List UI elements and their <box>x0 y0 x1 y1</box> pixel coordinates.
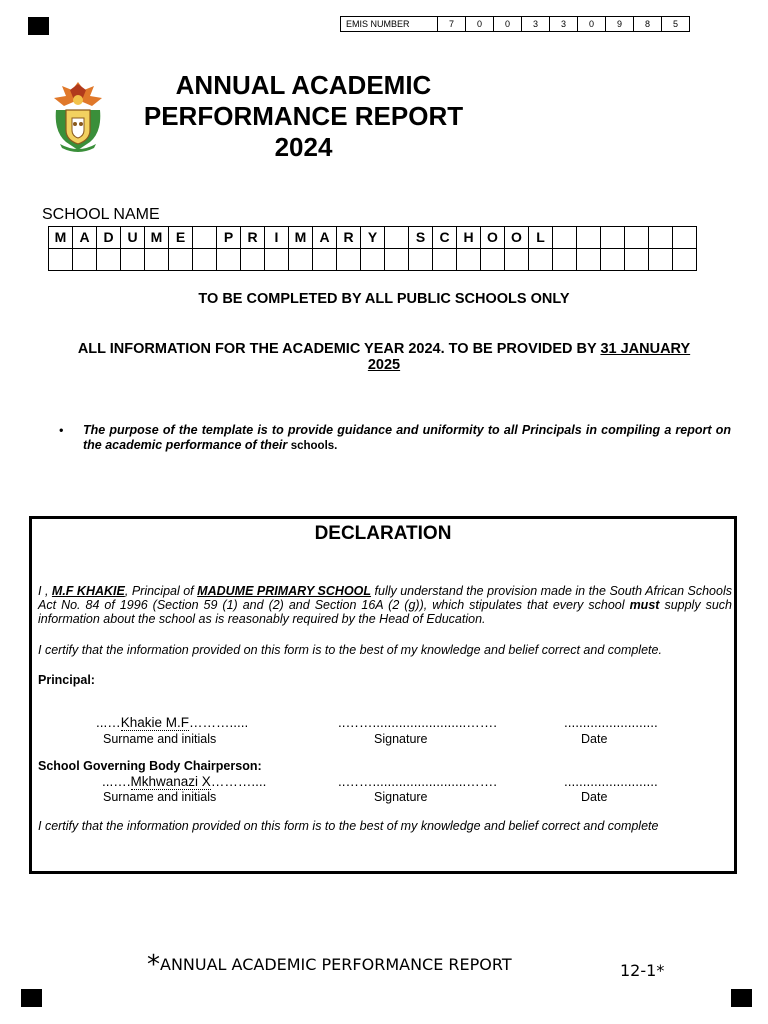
school-name-cell[interactable] <box>481 249 505 271</box>
declaration-box <box>29 516 737 874</box>
school-name-cell[interactable] <box>553 249 577 271</box>
title-line-3: 2024 <box>274 132 333 162</box>
emis-digit: 0 <box>578 17 606 32</box>
emis-digit: 9 <box>606 17 634 32</box>
school-name-cell[interactable] <box>625 227 649 249</box>
purpose-main: The purpose of the template is to provide guidance and uniformity to all Principals in compiling a report on the academic performance of their <box>83 423 731 452</box>
emis-digit: 3 <box>522 17 550 32</box>
school-name-cell[interactable]: S <box>409 227 433 249</box>
declaration-title: DECLARATION <box>314 523 452 544</box>
school-name-cell[interactable] <box>265 249 289 271</box>
sgb-date-caption: Date <box>581 790 608 804</box>
school-name-cell[interactable] <box>649 227 673 249</box>
must-emphasis: must <box>629 598 660 612</box>
deadline-year: 2025 <box>367 357 401 373</box>
principal-label: Principal: <box>38 673 95 687</box>
footer-star: * <box>147 950 160 980</box>
deadline-date: 31 JANUARY <box>600 341 691 357</box>
school-name-cell[interactable] <box>601 227 625 249</box>
school-name-row-2 <box>49 249 697 271</box>
school-name-cell[interactable]: O <box>481 227 505 249</box>
emis-digit: 3 <box>550 17 578 32</box>
emis-digit: 5 <box>662 17 690 32</box>
info-text: ALL INFORMATION FOR THE ACADEMIC YEAR 2024. TO BE PROVIDED BY <box>77 341 597 357</box>
school-name-cell[interactable]: U <box>121 227 145 249</box>
emis-digit: 8 <box>634 17 662 32</box>
sgb-surname-value: Mkhwanazi X <box>130 774 211 789</box>
school-name-cell[interactable] <box>289 249 313 271</box>
school-name-cell[interactable]: C <box>433 227 457 249</box>
school-name-cell[interactable] <box>121 249 145 271</box>
school-name-cell[interactable] <box>97 249 121 271</box>
principal-signature-field[interactable]: ..…….........................……. <box>338 715 498 730</box>
principal-date-field[interactable]: ......................... <box>564 715 658 730</box>
school-name-cell[interactable] <box>673 249 697 271</box>
school-name-cell[interactable]: A <box>73 227 97 249</box>
school-name-cell[interactable]: D <box>97 227 121 249</box>
principal-signature-caption: Signature <box>374 732 428 746</box>
school-name-cell[interactable] <box>145 249 169 271</box>
certify-statement-2: I certify that the information provided on this form is to the best of my knowledge and belief correct and complete <box>38 819 659 833</box>
school-name-cell[interactable] <box>529 249 553 271</box>
academic-year-info <box>40 341 728 373</box>
school-name-cell[interactable] <box>433 249 457 271</box>
school-name-cell[interactable] <box>577 227 601 249</box>
sgb-surname-caption: Surname and initials <box>103 790 217 804</box>
principal-surname-field[interactable]: ...…Khakie M.F………..... <box>96 715 249 730</box>
purpose-schools: schools. <box>290 440 338 452</box>
registration-mark-bottom-right <box>731 989 752 1007</box>
school-name-cell[interactable] <box>361 249 385 271</box>
title-line-2: PERFORMANCE REPORT <box>143 101 464 131</box>
emis-digit: 0 <box>494 17 522 32</box>
school-name-cell[interactable]: A <box>313 227 337 249</box>
school-name-cell[interactable]: M <box>49 227 73 249</box>
school-name-cell[interactable] <box>673 227 697 249</box>
sgb-chairperson-label: School Governing Body Chairperson: <box>38 759 262 773</box>
school-name-cell[interactable] <box>169 249 193 271</box>
school-name-cell[interactable]: Y <box>361 227 385 249</box>
school-name-cell[interactable] <box>193 249 217 271</box>
school-name-cell[interactable] <box>505 249 529 271</box>
school-name-cell[interactable] <box>577 249 601 271</box>
registration-mark-top-left <box>28 17 49 35</box>
public-schools-heading: TO BE COMPLETED BY ALL PUBLIC SCHOOLS ONLY <box>198 291 570 307</box>
school-name-cell[interactable] <box>49 249 73 271</box>
title-line-1: ANNUAL ACADEMIC <box>175 70 432 100</box>
school-name-cell[interactable]: R <box>337 227 361 249</box>
report-title <box>126 70 481 163</box>
school-name-cell[interactable]: I <box>265 227 289 249</box>
school-name-cell[interactable]: R <box>241 227 265 249</box>
bullet-icon: • <box>59 423 64 437</box>
school-name-grid <box>48 226 697 271</box>
school-name-cell[interactable]: M <box>289 227 313 249</box>
principal-surname-value: Khakie M.F <box>120 715 190 730</box>
school-name-cell[interactable] <box>73 249 97 271</box>
school-name-cell[interactable] <box>601 249 625 271</box>
sgb-date-field[interactable]: ......................... <box>564 774 658 789</box>
certify-statement-1: I certify that the information provided on this form is to the best of my knowledge and belief correct and complete. <box>38 643 662 657</box>
coat-of-arms-logo <box>50 80 106 154</box>
principal-name-inline: M.F KHAKIE <box>51 584 125 598</box>
registration-mark-bottom-left <box>21 989 42 1007</box>
emis-digit: 7 <box>438 17 466 32</box>
school-name-cell[interactable] <box>337 249 361 271</box>
emis-number-table <box>340 16 690 32</box>
school-name-cell[interactable] <box>457 249 481 271</box>
emis-digit: 0 <box>466 17 494 32</box>
school-name-cell[interactable] <box>217 249 241 271</box>
footer-text: ANNUAL ACADEMIC PERFORMANCE REPORT <box>160 955 512 974</box>
school-name-cell[interactable]: L <box>529 227 553 249</box>
purpose-text <box>83 423 731 454</box>
school-name-cell[interactable] <box>553 227 577 249</box>
school-name-cell[interactable] <box>313 249 337 271</box>
school-name-label: SCHOOL NAME <box>42 206 160 223</box>
sgb-surname-field[interactable]: ...….Mkhwanazi X……….... <box>102 774 267 789</box>
declaration-statement: I , M.F KHAKIE, Principal of MADUME PRIMARY SCHOOL fully understand the provision made in the South African Schools Act No. 84 of 1996 (Section 59 (1) and (2) and Section 16A (2 (g)), which stipulates that every school must supply such information about the school as is reasonably required by the Head of Education. <box>38 584 732 626</box>
school-name-cell[interactable]: H <box>457 227 481 249</box>
school-name-cell[interactable] <box>193 227 217 249</box>
school-name-cell[interactable] <box>385 249 409 271</box>
emis-label: EMIS NUMBER <box>341 17 438 32</box>
school-name-cell[interactable]: M <box>145 227 169 249</box>
school-name-cell[interactable]: O <box>505 227 529 249</box>
school-name-cell[interactable] <box>625 249 649 271</box>
school-name-cell[interactable]: E <box>169 227 193 249</box>
sgb-signature-caption: Signature <box>374 790 428 804</box>
school-name-cell[interactable] <box>385 227 409 249</box>
footer-page-code: 12-1* <box>620 961 665 980</box>
school-name-cell[interactable]: P <box>217 227 241 249</box>
school-name-cell[interactable] <box>409 249 433 271</box>
sgb-signature-field[interactable]: ..…….........................……. <box>338 774 498 789</box>
school-name-cell[interactable] <box>649 249 673 271</box>
school-name-row-1 <box>49 227 697 249</box>
footer-title <box>147 950 512 980</box>
school-name-cell[interactable] <box>241 249 265 271</box>
principal-surname-caption: Surname and initials <box>103 732 217 746</box>
principal-date-caption: Date <box>581 732 608 746</box>
school-name-inline: MADUME PRIMARY SCHOOL <box>197 584 372 598</box>
